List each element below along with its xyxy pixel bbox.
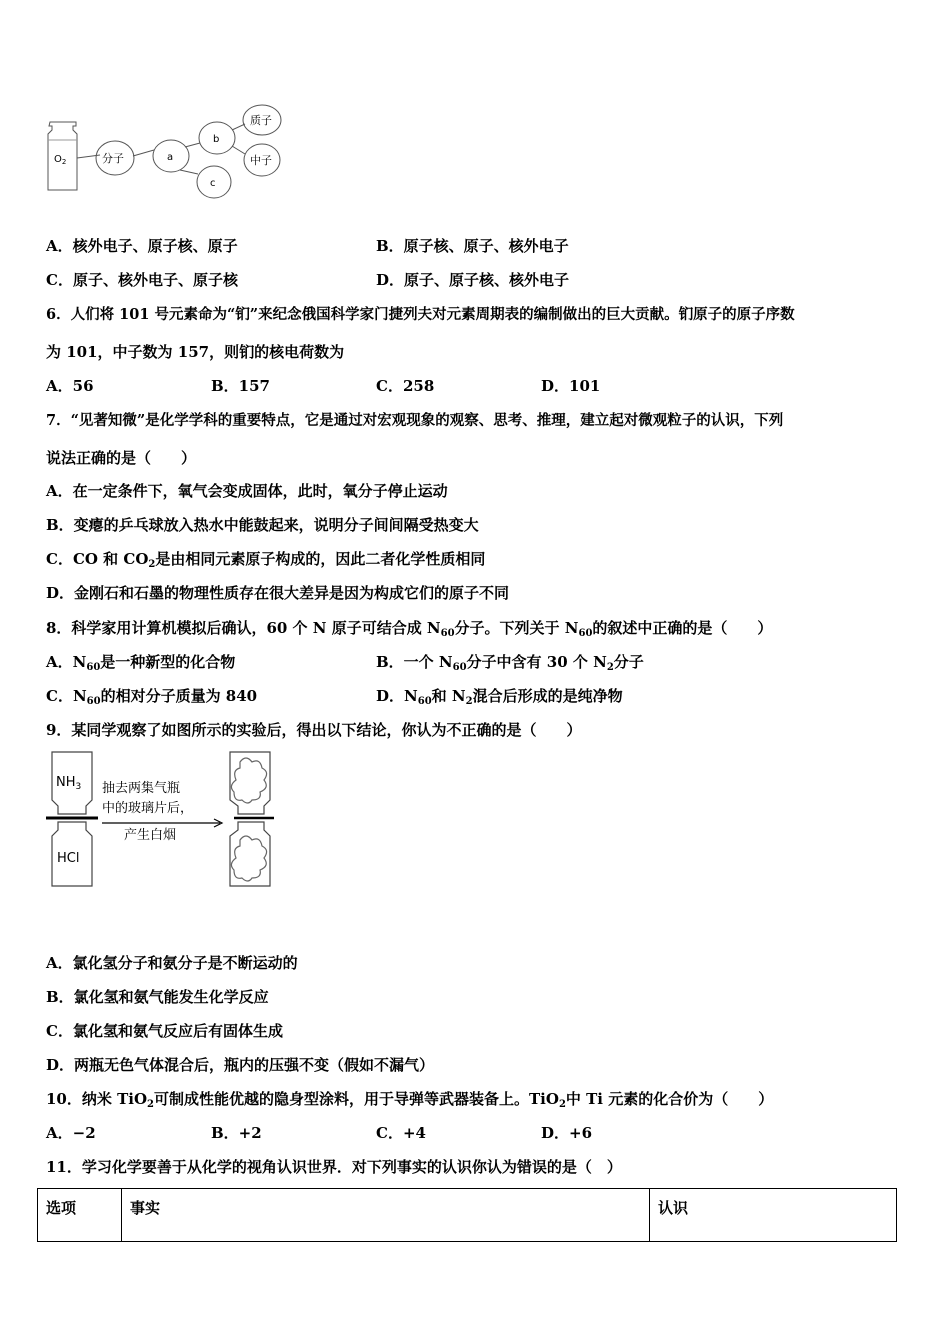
- q8-option-d: D．$N_{60}$和 $N_2$混合后形成的是纯净物: [376, 687, 623, 707]
- node-a-label: a: [167, 152, 174, 163]
- q7-option-a: A．在一定条件下，氧气会变成固体，此时，氧分子停止运动: [46, 482, 448, 500]
- q5-option-d: D．原子、原子核、核外电子: [376, 271, 570, 289]
- q5-option-b: B．原子核、原子、核外电子: [376, 237, 569, 255]
- atom-structure-diagram: [40, 100, 290, 200]
- header-option: 选项: [38, 1189, 122, 1242]
- bottle-label: $O_2$: [54, 154, 67, 166]
- molecule-label: 分子: [102, 152, 124, 165]
- q9-option-d: D．两瓶无色气体混合后，瓶内的压强不变（假如不漏气）: [46, 1056, 435, 1074]
- q8-stem: 8．科学家用计算机模拟后确认，60 个 N 原子可结合成 $N_{60}$分子。下列关于 $N_{60}$的叙述中正确的是（ ）: [46, 619, 773, 639]
- nh3-label: $NH_3$: [56, 775, 82, 792]
- q11-stem: 11．学习化学要善于从化学的视角认识世界．对下列事实的认识你认为错误的是（ ）: [46, 1158, 622, 1176]
- q8-option-b: B．一个 $N_{60}$分子中含有 30 个 $N_2$分子: [376, 653, 644, 673]
- q6-stem-line2: 为 101，中子数为 157，则钔的核电荷数为: [46, 343, 345, 361]
- mixed-jars: [230, 752, 270, 814]
- q11-table: [37, 1188, 897, 1242]
- q7-option-c: C．CO 和 $CO_2$是由相同元素原子构成的，因此二者化学性质相同: [46, 550, 486, 570]
- q10-stem: 10．纳米 TiO$_2$可制成性能优越的隐身型涂料，用于导弹等武器装备上。TiO$_2$中 Ti 元素的化合价为（ ）: [46, 1090, 774, 1110]
- node-c-label: c: [210, 178, 216, 189]
- q6-option-a: A．56: [46, 377, 94, 395]
- oxygen-bottle: [48, 122, 77, 190]
- q9-stem: 9．某同学观察了如图所示的实验后，得出以下结论，你认为不正确的是（ ）: [46, 721, 582, 739]
- q8-option-a: A．$N_{60}$是一种新型的化合物: [46, 653, 236, 673]
- q10-option-c: C．+4: [376, 1124, 426, 1142]
- figure-caption-line1: 抽去两集气瓶: [102, 781, 181, 796]
- q10-option-a: A．−2: [46, 1124, 96, 1142]
- q7-stem-line2: 说法正确的是（ ）: [46, 449, 197, 467]
- white-smoke: [231, 758, 266, 803]
- q8-option-c: C．$N_{60}$的相对分子质量为 840: [46, 687, 258, 707]
- q6-option-c: C．258: [376, 377, 435, 395]
- node-b-label: b: [213, 134, 220, 145]
- figure-caption-line3: 产生白烟: [124, 828, 177, 843]
- q6-stem-line1: 6．人们将 101 号元素命为“钔”来纪念俄国科学家门捷列夫对元素周期表的编制做出的巨大贡献。钔原子的原子序数: [46, 306, 795, 323]
- header-fact: 事实: [122, 1189, 650, 1242]
- proton-label: 质子: [250, 114, 272, 127]
- q7-stem-line1: 7．“见著知微”是化学学科的重要特点，它是通过对宏观现象的观察、思考、推理，建立起对微观粒子的认识，下列: [46, 412, 784, 429]
- q7-option-b: B．变瘪的乒乓球放入热水中能鼓起来，说明分子间间隔受热变大: [46, 516, 479, 534]
- q6-option-b: B．157: [211, 377, 270, 395]
- q5-option-c: C．原子、核外电子、原子核: [46, 271, 238, 289]
- q6-option-d: D．101: [541, 377, 601, 395]
- table-header-row: [38, 1189, 897, 1242]
- q7-option-d: D．金刚石和石墨的物理性质存在很大差异是因为构成它们的原子不同: [46, 584, 510, 602]
- gas-jars-experiment-figure: [44, 748, 284, 894]
- figure-caption-line2: 中的玻璃片后，: [102, 801, 194, 816]
- q9-option-c: C．氯化氢和氨气反应后有固体生成: [46, 1022, 283, 1040]
- q10-option-d: D．+6: [541, 1124, 593, 1142]
- neutron-label: 中子: [250, 154, 272, 167]
- q10-option-b: B．+2: [211, 1124, 262, 1142]
- q9-option-a: A．氯化氢分子和氨分子是不断运动的: [46, 954, 298, 972]
- q9-option-b: B．氯化氢和氨气能发生化学反应: [46, 988, 269, 1006]
- hcl-label: HCl: [57, 851, 80, 866]
- header-understanding: 认识: [650, 1189, 897, 1242]
- q5-option-a: A．核外电子、原子核、原子: [46, 237, 238, 255]
